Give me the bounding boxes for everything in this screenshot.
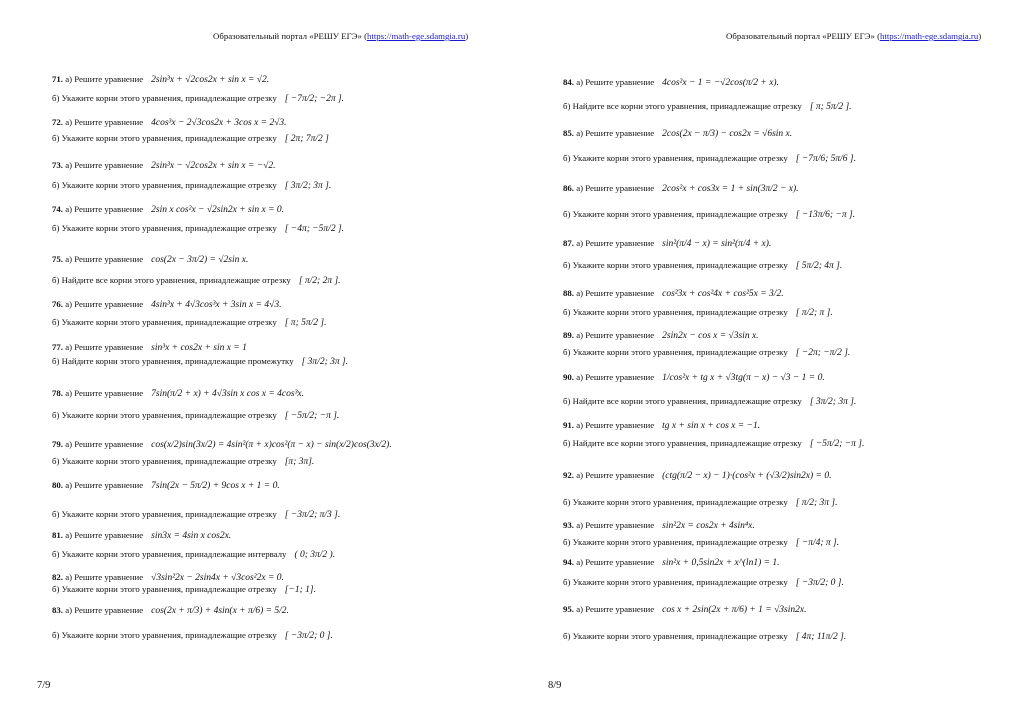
problem-77-part-b [52,356,348,368]
problem-number: 71. [52,74,63,84]
problem-number: 72. [52,117,63,127]
interval: [ 2π; 7π/2 ] [284,134,329,144]
interval: [ −π/4; π ]. [795,538,840,548]
equation: cos²3x + cos²4x + cos²5x = 3/2. [662,289,784,299]
problem-number: 94. [563,557,574,567]
problem-number: 80. [52,480,63,490]
equation: sin²x + 0,5sin2x + x^(ln1) = 1. [662,558,780,568]
equation: cos(2x − 3π/2) = √2sin x. [151,255,249,265]
task-text: б) Укажите корни этого уравнения, принадлежащие отрезку [563,153,788,163]
problem-95-part-a [563,604,806,616]
problem-73-part-b [52,180,331,192]
equation: 2sin x cos²x − √2sin2x + sin x = 0. [151,205,284,215]
task-text: а) Решите уравнение [576,520,655,530]
interval: [ π/2; 3π ]. [795,498,838,508]
header-portal-text: Образовательный портал «РЕШУ ЕГЭ» ( [213,31,368,41]
problem-number: 93. [563,520,574,530]
problem-number: 77. [52,342,63,352]
interval: [ 3π/2; 3π ]. [809,397,857,407]
problem-71-part-b [52,93,344,105]
equation: 7sin(π/2 + x) + 4√3sin x cos x = 4cos³x. [151,389,305,399]
interval: [ 3π/2; 3π ]. [284,181,332,191]
task-text: а) Решите уравнение [576,330,655,340]
equation: tg x + sin x + cos x = −1. [662,421,761,431]
task-text: а) Решите уравнение [65,439,144,449]
task-text: а) Решите уравнение [576,288,655,298]
interval: [ π; 5π/2 ]. [284,318,327,328]
task-text: а) Решите уравнение [65,299,144,309]
problem-number: 73. [52,160,63,170]
task-text: а) Решите уравнение [65,160,144,170]
problem-94-part-b [563,577,844,589]
task-text: б) Укажите корни этого уравнения, принадлежащие отрезку [52,180,277,190]
interval: [ −7π/2; −2π ]. [284,94,345,104]
task-text: б) Укажите корни этого уравнения, принадлежащие отрезку [52,509,277,519]
equation: (ctg(π/2 − x) − 1)·(cos²x + (√3/2)sin2x) = 0. [662,471,832,481]
problem-84-part-a [563,77,779,89]
problem-73-part-a [52,160,276,172]
interval: [ 3π/2; 3π ]. [301,357,349,367]
interval: [ −4π; −5π/2 ]. [284,224,345,234]
problem-number: 89. [563,330,574,340]
problem-number: 95. [563,604,574,614]
problem-71-part-a [52,74,269,86]
page-header-left [213,31,468,41]
problem-number: 81. [52,530,63,540]
problem-75-part-b [52,275,341,287]
problem-72-part-a [52,117,287,129]
interval: ( 0; 3π/2 ). [294,550,336,560]
equation: cos(2x + π/3) + 4sin(x + π/6) = 5/2. [151,606,289,616]
problem-number: 92. [563,470,574,480]
problem-75-part-a [52,254,248,266]
problem-89-part-b [563,347,850,359]
task-text: б) Укажите корни этого уравнения, принадлежащие отрезку [563,307,788,317]
equation: √3sin²2x − 2sin4x + √3cos²2x = 0. [151,573,284,583]
interval: [−1; 1]. [284,585,316,595]
interval: [ −13π/6; −π ]. [795,210,856,220]
task-text: б) Укажите корни этого уравнения, принадлежащие интервалу [52,549,287,559]
task-text: б) Найдите корни этого уравнения, принадлежащие промежутку [52,356,294,366]
interval: [ 4π; 11π/2 ]. [795,632,847,642]
task-text: а) Решите уравнение [576,420,655,430]
problem-number: 79. [52,439,63,449]
problem-82-part-a [52,572,284,584]
header-portal-text: Образовательный портал «РЕШУ ЕГЭ» ( [726,31,881,41]
task-text: а) Решите уравнение [65,204,144,214]
problem-93-part-b [563,537,839,549]
problem-83-part-b [52,630,333,642]
problem-number: 78. [52,388,63,398]
problem-82-part-b [52,584,316,596]
problem-91-part-a [563,420,760,432]
problem-95-part-b [563,631,846,643]
equation: cos x + 2sin(2x + π/6) + 1 = √3sin2x. [662,605,807,615]
header-link[interactable]: https://math-ege.sdamgia.ru [367,31,466,41]
problem-89-part-a [563,330,759,342]
task-text: б) Укажите корни этого уравнения, принадлежащие отрезку [563,347,788,357]
problem-number: 83. [52,605,63,615]
task-text: а) Решите уравнение [65,117,144,127]
equation: 4sin³x + 4√3cos³x + 3sin x = 4√3. [151,300,282,310]
task-text: б) Укажите корни этого уравнения, принадлежащие отрезку [563,497,788,507]
task-text: б) Найдите все корни этого уравнения, принадлежащие отрезку [563,101,802,111]
header-link[interactable]: https://math-ege.sdamgia.ru [880,31,979,41]
interval: [ −3π/2; 0 ]. [795,578,844,588]
problem-80-part-a [52,480,280,492]
interval: [ −5π/2; −π ]. [809,439,865,449]
task-text: б) Укажите корни этого уравнения, принадлежащие отрезку [52,410,277,420]
equation: 2sin³x − √2cos2x + sin x = −√2. [151,161,276,171]
problem-81-part-b [52,549,335,561]
equation: cos(x/2)sin(3x/2) = 4sin²(π + x)cos²(π − x) − sin(x/2)cos(3x/2). [151,440,392,450]
equation: 7sin(2x − 5π/2) + 9cos x + 1 = 0. [151,481,280,491]
task-text: а) Решите уравнение [576,183,655,193]
task-text: а) Решите уравнение [576,372,655,382]
problem-77-part-a [52,342,247,354]
task-text: б) Укажите корни этого уравнения, принадлежащие отрезку [52,456,277,466]
equation: 2cos²x + cos3x = 1 + sin(3π/2 − x). [662,184,799,194]
problem-88-part-a [563,288,784,300]
problem-91-part-b [563,438,864,450]
problem-78-part-b [52,410,339,422]
problem-number: 82. [52,572,63,582]
task-text: а) Решите уравнение [576,557,655,567]
problem-number: 74. [52,204,63,214]
interval: [ −3π/2; 0 ]. [284,631,333,641]
page-header-right [726,31,981,41]
task-text: б) Укажите корни этого уравнения, принадлежащие отрезку [563,577,788,587]
equation: 4cos³x − 2√3cos2x + 3cos x = 2√3. [151,118,287,128]
problem-87-part-b [563,260,842,272]
problem-76-part-a [52,299,281,311]
task-text: а) Решите уравнение [576,77,655,87]
task-text: б) Укажите корни этого уравнения, принадлежащие отрезку [52,630,277,640]
equation: 2cos(2x − π/3) − cos2x = √6sin x. [662,129,793,139]
problem-72-part-b [52,133,329,145]
problem-94-part-a [563,557,780,569]
problem-88-part-b [563,307,833,319]
equation: sin²(π/4 − x) = sin²(π/4 + x). [662,239,772,249]
header-close: ) [978,31,982,41]
problem-80-part-b [52,509,340,521]
interval: [π; 3π]. [284,457,315,467]
problem-number: 85. [563,128,574,138]
interval: [ −2π; −π/2 ]. [795,348,851,358]
task-text: б) Укажите корни этого уравнения, принадлежащие отрезку [52,133,277,143]
problem-87-part-a [563,238,771,250]
equation: 2sin³x + √2cos2x + sin x = √2. [151,75,270,85]
problem-79-part-b [52,456,314,468]
problem-number: 84. [563,77,574,87]
task-text: а) Решите уравнение [65,530,144,540]
equation: 4cos²x − 1 = −√2cos(π/2 + x). [662,78,779,88]
problem-93-part-a [563,520,755,532]
interval: [ π; 5π/2 ]. [809,102,852,112]
problem-86-part-b [563,209,855,221]
task-text: а) Решите уравнение [576,470,655,480]
task-text: а) Решите уравнение [576,128,655,138]
task-text: б) Укажите корни этого уравнения, принадлежащие отрезку [52,93,277,103]
interval: [ π/2; 2π ]. [298,276,341,286]
interval: [ −7π/6; 5π/6 ]. [795,154,856,164]
problem-78-part-a [52,388,304,400]
task-text: а) Решите уравнение [576,604,655,614]
problem-90-part-a [563,372,825,384]
problem-86-part-a [563,183,799,195]
interval: [ −3π/2; π/3 ]. [284,510,341,520]
header-close: ) [465,31,469,41]
equation: sin3x = 4sin x cos2x. [151,531,232,541]
task-text: а) Решите уравнение [65,605,144,615]
task-text: б) Укажите корни этого уравнения, принадлежащие отрезку [52,317,277,327]
task-text: а) Решите уравнение [65,254,144,264]
problem-90-part-b [563,396,856,408]
problem-81-part-a [52,530,231,542]
task-text: а) Решите уравнение [576,238,655,248]
problem-74-part-a [52,204,284,216]
task-text: а) Решите уравнение [65,480,144,490]
interval: [ π/2; π ]. [795,308,833,318]
problem-79-part-a [52,439,392,451]
problem-92-part-b [563,497,837,509]
problem-83-part-a [52,605,289,617]
page-number-right: 8/9 [548,680,562,691]
problem-85-part-b [563,153,856,165]
problem-number: 76. [52,299,63,309]
interval: [ −5π/2; −π ]. [284,411,340,421]
page-number-left: 7/9 [37,680,51,691]
problem-number: 91. [563,420,574,430]
problem-92-part-a [563,470,831,482]
task-text: б) Найдите все корни этого уравнения, принадлежащие отрезку [563,396,802,406]
task-text: а) Решите уравнение [65,342,144,352]
task-text: а) Решите уравнение [65,572,144,582]
task-text: б) Укажите корни этого уравнения, принадлежащие отрезку [563,209,788,219]
equation: sin³x + cos2x + sin x = 1 [151,343,247,353]
task-text: б) Укажите корни этого уравнения, принадлежащие отрезку [563,631,788,641]
problem-number: 88. [563,288,574,298]
task-text: б) Укажите корни этого уравнения, принадлежащие отрезку [52,223,277,233]
interval: [ 5π/2; 4π ]. [795,261,843,271]
task-text: а) Решите уравнение [65,388,144,398]
problem-number: 87. [563,238,574,248]
task-text: б) Укажите корни этого уравнения, принадлежащие отрезку [563,260,788,270]
problem-76-part-b [52,317,326,329]
problem-85-part-a [563,128,792,140]
task-text: б) Найдите все корни этого уравнения, принадлежащие отрезку [563,438,802,448]
equation: 1/cos²x + tg x + √3tg(π − x) − √3 − 1 = 0. [662,373,825,383]
problem-84-part-b [563,101,852,113]
problem-74-part-b [52,223,344,235]
equation: 2sin2x − cos x = √3sin x. [662,331,759,341]
task-text: б) Укажите корни этого уравнения, принадлежащие отрезку [52,584,277,594]
problem-number: 75. [52,254,63,264]
task-text: а) Решите уравнение [65,74,144,84]
task-text: б) Укажите корни этого уравнения, принадлежащие отрезку [563,537,788,547]
problem-number: 90. [563,372,574,382]
equation: sin²2x = cos2x + 4sin⁴x. [662,521,755,531]
task-text: б) Найдите все корни этого уравнения, принадлежащие отрезку [52,275,291,285]
problem-number: 86. [563,183,574,193]
